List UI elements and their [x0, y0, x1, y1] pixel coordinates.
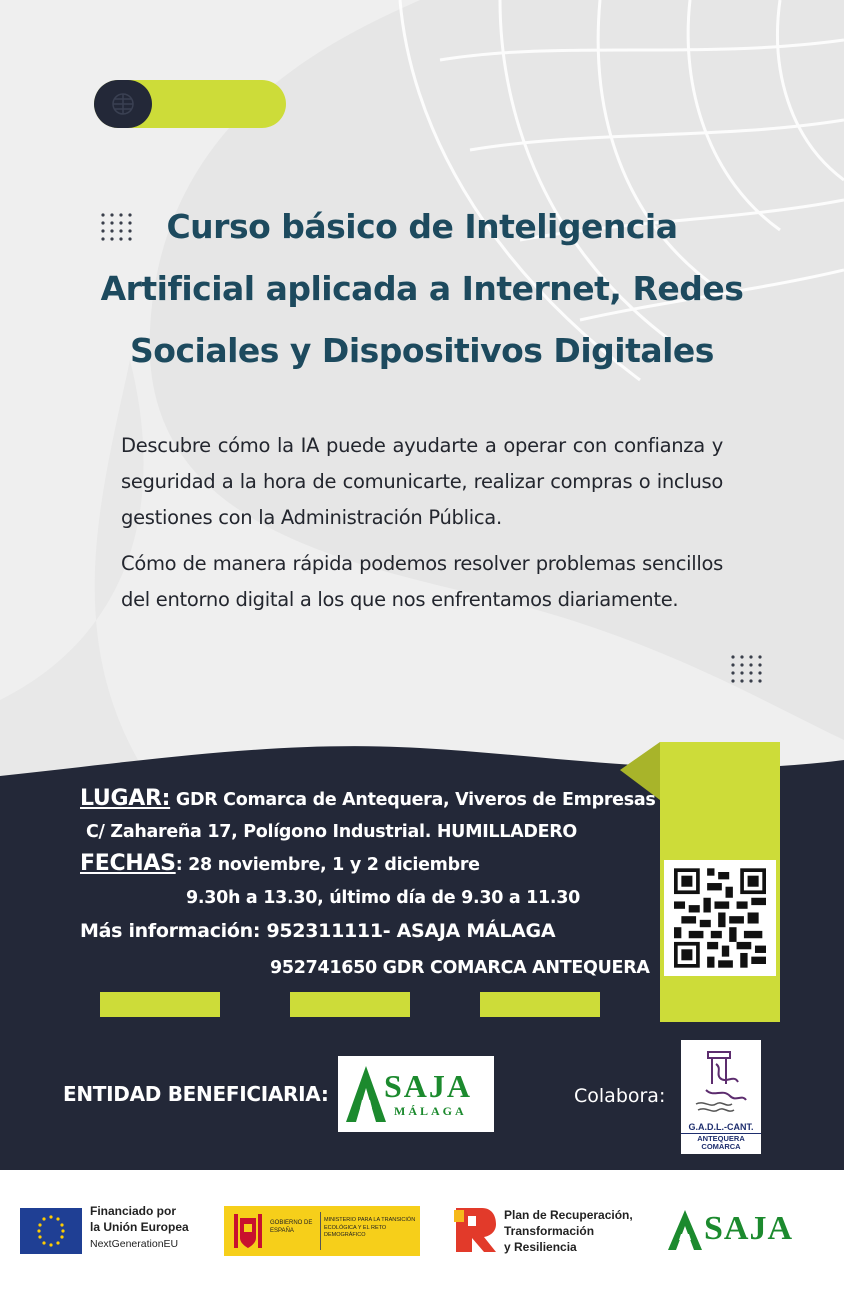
course-title	[100, 196, 744, 382]
description-paragraph-2: Cómo de manera rápida podemos resolver problemas sencillos del entorno digital a los que nos enfrentamos diariamente.	[121, 552, 723, 611]
gadl-cant-logo	[681, 1040, 761, 1154]
accent-pill	[94, 80, 286, 128]
eu-text-line-3: NextGenerationEU	[90, 1238, 179, 1250]
description-paragraph-1: Descubre cómo la IA puede ayudarte a operar con confianza y seguridad a la hora de comunicarte, realizar compras o incluso gestiones con la Administración Pública.	[121, 434, 723, 529]
title-line-2: Artificial aplicada a Internet, Redes	[100, 269, 744, 308]
gadl-antequera: ANTEQUERA	[681, 1133, 761, 1143]
accent-bar-3	[480, 992, 600, 1017]
asaja-tree-icon	[346, 1066, 386, 1124]
dots-decoration-bottom	[730, 654, 766, 684]
title-line-3: Sociales y Dispositivos Digitales	[130, 331, 714, 370]
plan-text-line-1: Plan de Recuperación,	[504, 1208, 633, 1222]
asaja-footer-wordmark: SAJA	[704, 1210, 794, 1247]
info-line-2: 952741650 GDR COMARCA ANTEQUERA	[270, 958, 650, 978]
lugar-line-1: GDR Comarca de Antequera, Viveros de Empresas	[175, 790, 656, 810]
colabora-label: Colabora:	[574, 1085, 666, 1107]
plan-text-line-2: Transformación	[504, 1224, 595, 1238]
accent-bar-2	[290, 992, 410, 1017]
title-line-1: Curso básico de Inteligencia	[166, 207, 678, 246]
gadl-name: G.A.D.L.-CANT.	[688, 1122, 754, 1132]
eu-text-line-1: Financiado por	[90, 1204, 177, 1218]
spain-shield-icon	[230, 1210, 266, 1252]
plan-recuperacion-icon	[452, 1206, 498, 1254]
lugar-line-2: C/ Zahareña 17, Polígono Industrial. HUMILLADERO	[86, 822, 577, 842]
lugar-row	[80, 786, 655, 811]
footer-logos	[0, 1170, 844, 1298]
entidad-beneficiaria-label: ENTIDAD BENEFICIARIA:	[63, 1082, 329, 1106]
eu-flag-icon	[20, 1208, 82, 1254]
gadl-emblem	[686, 1044, 756, 1120]
plan-text-line-3: y Resiliencia	[504, 1240, 577, 1254]
asaja-malaga-wordmark: SAJA	[384, 1068, 473, 1104]
gobierno-espana-logo	[224, 1206, 420, 1256]
accent-bar-1	[100, 992, 220, 1017]
gadl-comarca: COMARCA	[701, 1142, 741, 1151]
globe-dot	[94, 80, 152, 128]
ministerio-text: MINISTERIO PARA LA TRANSICIÓN ECOLÓGICA Y EL RETO DEMOGRÁFICO	[324, 1217, 416, 1238]
qr-code-image	[674, 868, 766, 968]
gobierno-text: GOBIERNO DE ESPAÑA	[270, 1220, 313, 1234]
gov-divider	[320, 1212, 321, 1250]
fechas-line-1: : 28 noviembre, 1 y 2 diciembre	[175, 855, 480, 875]
asaja-malaga-subtitle: MÁLAGA	[394, 1104, 467, 1118]
asaja-tree-icon-footer	[668, 1210, 702, 1250]
globe-icon	[111, 92, 135, 116]
lugar-label: LUGAR:	[80, 786, 171, 811]
fechas-label: FECHAS	[80, 851, 176, 876]
info-line-1: Más información: 952311111- ASAJA MÁLAGA	[80, 920, 556, 942]
qr-code[interactable]	[664, 860, 776, 976]
eu-text-line-2: la Unión Europea	[90, 1220, 189, 1234]
asaja-malaga-logo	[338, 1056, 494, 1132]
fechas-line-2: 9.30h a 13.30, último día de 9.30 a 11.30	[186, 888, 581, 908]
fechas-row	[80, 851, 480, 876]
